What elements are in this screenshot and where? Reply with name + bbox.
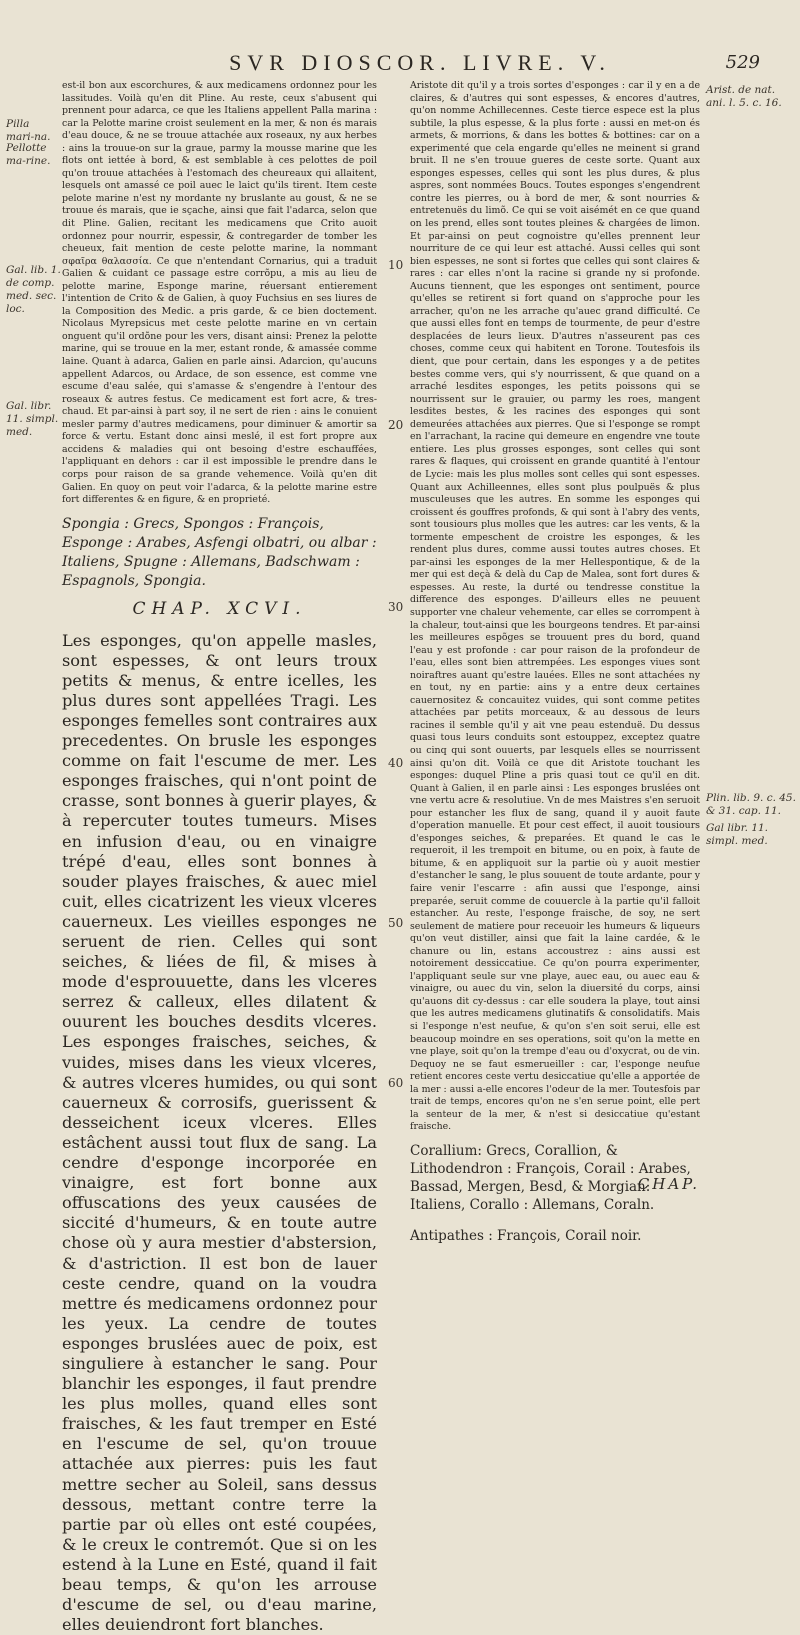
running-head: SVR DIOSCOR. LIVRE. V. (229, 50, 611, 75)
margin-note-pilla-marina: Pilla mari-na. (6, 118, 51, 143)
line-number-30: 30 (388, 600, 404, 614)
line-number-60: 60 (388, 1076, 404, 1090)
margin-note-galien-simpl: Gal libr. 11. simpl. med. (706, 822, 769, 847)
margin-note-pellotte-marine: Pellotte ma-rine. (6, 142, 51, 167)
chapter-heading: CHAP. XCVI. (132, 598, 307, 619)
line-number-40: 40 (388, 756, 404, 770)
left-commentary (62, 80, 377, 507)
left-column (62, 80, 377, 1635)
margin-note-galien-simpl-med: Gal. libr. 11. simpl. med. (6, 400, 59, 438)
margin-note-aristote: Arist. de nat. ani. l. 5. c. 16. (706, 84, 782, 109)
margin-note-pline: Plin. lib. 9. c. 45. & 31. cap. 11. (706, 792, 796, 817)
antipathes-synonyms: Antipathes : François, Corail noir. (410, 1228, 642, 1245)
right-commentary (410, 80, 700, 1134)
right-column (410, 80, 700, 1259)
line-number-20: 20 (388, 418, 404, 432)
chapter-main-text: Les esponges, qu'on appelle masles, sont espesses, & ont leurs troux petits & menus, & entre icelles, les plus dures sont appellées Tragi. Les esponges femelles sont contraires aux precedentes. On brusle les esponges comme on fait l'escume de mer. Les esponges fraisches, qui n'ont point de crasse, sont bonnes à guerir playes, & à repercuter toutes tumeurs. Mises en infusion d'eau, ou en vinaigre trépé d'eau, elles sont bonnes à souder playes fraisches, & auec miel cuit, elles cicatrizent les vieux vlceres cauerneux. Les vieilles esponges ne seruent de rien. Celles qui sont seiches, & liées de fil, & mises à mode d'esprouuette, dans les vlceres serrez & calleux, elles dilatent & ouurent les bouches desdits vlceres. Les esponges fraisches, seiches, & vuides, mises dans les vieux vlceres, & autres vlceres humides, ou qui sont cauerneux & corrosifs, guerissent & desseichent iceux vlceres. Elles estâchent aussi tout flux de sang. La cendre d'esponge incorporée en vinaigre, est fort bonne aux offuscations des yeux causées de siccité d'humeurs, & en toute autre chose où y aura mestier d'abstersion, & d'astriction. Il est bon de lauer ceste cendre, quand on la voudra mettre és medicamens ordonnez pour les yeux. La cendre de toutes esponges bruslées auec de poix, est singuliere à estancher le sang. Pour blanchir les esponges, il faut prendre les plus molles, quand elles sont fraisches, & les faut tremper en Esté en l'escume de sel, qu'on trouue attachée aux pierres: puis les faut mettre secher au Soleil, sans dessus dessous, mettant contre terre la partie par où elles ont esté coupées, & le creux le contremót. Que si on les estend à la Lune en Esté, quand il fait beau temps, & qu'on les arrouse d'escume de sel, ou d'eau marine, elles deuiendront fort blanches. (62, 630, 377, 1635)
margin-note-galien-comp-med: Gal. lib. 1. de comp. med. sec. loc. (6, 264, 61, 315)
page-number: 529 (725, 52, 760, 73)
coral-synonyms: Corallium: Grecs, Corallion, & Lithodendron : François, Corail : Arabes, Bassad, Mergen, Besd, & Morgian: Italiens, Corallo : Allemans, Coraln. (410, 1142, 691, 1213)
line-number-10: 10 (388, 258, 404, 272)
left-commentary-paragraph: est-il bon aux escorchures, & aux medicamens ordonnez pour les lassitudes. Voilà qu'en dit Pline. Au reste, ceux s'abusent qui prennent pour adarca, ce que les Italiens appellent Palla marina : car la Pelotte marine croist seulement en la mer, & non és marais d'eau douce, & ne se trouue attachée aux roseaux, ny aux herbes : ains la trouue-on sur la graue, parmy la mousse marine que les flots ont iettée à bord, & est semblable à ces pelottes de poil qu'on trouue attachées à l'estomach des cheureaux qui allaitent, lesquels ont amassé ce poil auec le laict qu'ils tirent. Item ceste pelote marine n'est ny mordante ny bruslante au goust, & ne se trouue és marais, que ie sçache, ainsi que fait l'adarca, selon que dit Pline. Galien, recitant les medicamens que Crito auoit ordonnez pour nourrir, espessir, & contregarder de tomber les cheueux, fait mention de ceste pelotte marine, la nommant σφαῖρα θαλασσία. Ce que n'entendant Cornarius, qui a traduit Galien & cuidant ce passage estre corrõpu, a mis au lieu de pelotte marine, Esponge marine, réuersant entierement l'intention de Crito & de Galien, à quoy Fuchsius en ses liures de la Composition des Medic. a pris garde, & ce bien doctement. Nicolaus Myrepsicus met ceste pelotte marine en vn certain onguent qu'il ordõne pour les vers, disant ainsi: Prenez la pelotte marine, qui se trouue en la mer, estant ronde, & amassée comme laine. Quant à adarca, Galien en parle ainsi. Adarcion, qu'aucuns appellent Adarcos, ou Ardace, de son essence, est comme vne escume d'eau salée, qui s'amasse & s'engendre à l'entour des roseaux & autres festus. Ce medicament est fort acre, & tres-chaud. Et par-ainsi à part soy, il ne sert de rien : ains le conuient mesler parmy d'autres medicamens, pour diminuer & amortir sa force & vertu. Estant donc ainsi meslé, il est fort propre aux accidens & maladies qui ont besoing d'estre eschauffées, l'appliquant en dehors : car il est impossible le prendre dans le corps pour raison de sa grande vehemence. Voilà qu'en dit Galien. En quoy on peut voir l'adarca, & la pelotte marine estre fort differentes & en figure, & en proprieté. (62, 80, 377, 506)
right-commentary-paragraph: Aristote dit qu'il y a trois sortes d'esponges : car il y en a de claires, & d'autres qui sont espesses, & encores d'autres, qu'on nomme Achillecennes. Ceste tierce espece est la plus subtile, la plus espesse, & la plus forte : aussi en met-on és armets, & morrions, & dans les bottes & bottines: car on a experimenté que cela engarde qu'elles ne meinent si grand bruit. Il ne s'en trouue gueres de ceste sorte. Quant aux esponges espesses, celles qui sont les plus dures, & plus aspres, sont nommées Boucs. Toutes esponges s'engendrent contre les pierres, ou à bord de mer, & sont nourries & entretenuës du limõ. Ce qui se voit aisémét en ce que quand on les prend, elles sont toutes pleines & chargées de limon. Et par-ainsi on peut cognoistre qu'elles prennent leur nourriture de ce qui leur est attaché. Aussi celles qui sont bien espesses, ne sont si fortes que celles qui sont claires & rares : car elles n'ont la racine si grande ny si profonde. Aucuns tiennent, que les esponges ont sentiment, pource qu'elles se retirent si fort quand on s'approche pour les arracher, qu'on ne les arrache qu'auec grand difficulté. Ce que aussi elles font en temps de tourmente, de peur d'estre desplacées de leurs lieux. D'autres n'asseurent pas ces choses, comme ceux qui habitent en Torone. Toutesfois ils dient, que pour certain, dans les esponges y a de petites bestes comme vers, qui s'y nourrissent, & que quand on a arraché lesdites esponges, les petits poissons qui se nourrissent sur le grauier, ou parmy les roes, mangent lesdites bestes, & les racines des esponges qui sont demeurées attachées aux pierres. Que si l'esponge se rompt en l'arrachant, la racine qui demeure en engendre vne toute entiere. Les plus grosses esponges, sont celles qui sont rares & flaques, qui croissent en grande quantité à l'entour de Lycie: mais les plus molles sont celles qui sont espesses. Quant aux Achilleennes, elles sont plus poulpuës & plus musculeuses que les autres. En somme les esponges qui croissent és gouffres profonds, & qui sont à l'abry des vents, sont tousiours plus molles que les autres: car les vents, & la tormente empeschent de croistre les esponges, & les rendent plus dures, comme aussi toutes autres choses. Et par-ainsi les esponges de la mer Hellespontique, & de la mer qui est deçà & delà du Cap de Malea, sont fort dures & espesses. Au reste, la durté ou tendresse constitue la difference des esponges. D'ailleurs elles ne peuuent supporter vne chaleur vehemente, car elles se corrompent à la chaleur, tout-ainsi que les bourgeons tendres. Et par-ainsi les meilleures espõges se trouuent pres du bord, quand l'eau y est profonde : car pour raison de la profondeur de l'eau, elles sont bien attrempées. Les esponges viues sont noiraftres auant qu'estre lauées. Elles ne sont attachées ny en tout, ny en partie: ains y a entre deux certaines cauernositez & concauitez vuides, qui sont comme petites attachées par petits morceaux, & au dessous de leurs racines il semble qu'il y ait vne peau estenduë. Du dessus quasi tous leurs conduits sont estouppez, exceptez quatre ou cinq qui sont ouuerts, par lesquels elles se nourrissent ainsi qu'on dit. Voilà ce que dit Aristote touchant les esponges: duquel Pline a pris quasi tout ce qu'il en dit. Quant à Galien, il en parle ainsi : Les esponges bruslées ont vne vertu acre & resolutiue. Vn de mes Maistres s'en seruoit pour estancher les flux de sang, quand il y auoit faute d'operation manuelle. Et pour cest effect, il auoit tousiours d'esponges seiches, & preparées. Et quand le cas le requeroit, il les trempoit en bitume, ou en poix, à faute de bitume, & en appliquoit sur la partie où y auoit mestier d'estancher le sang, le plus souuent de toute ardante, pour y faire venir l'escarre : afin aussi que l'esponge, ainsi preparée, seruit comme de couuercle à la partie qu'il falloit estancher. Au reste, l'esponge fraische, de soy, ne sert seulement de matiere pour receuoir les humeurs & liqueurs qu'on veut distiller, ainsi que fait la laine cardée, & le chanure ou lin, estans accoustrez : ains aussi est notoirement dessiccatiue. Ce qu'on pourra experimenter, l'appliquant seule sur vne playe, auec eau, ou auec eau & vinaigre, ou auec du vin, selon la diuersité du corps, ainsi qu'auons dit cy-dessus : car elle soudera la playe, tout ainsi que les autres medicamens glutinatifs & consolidatifs. Mais si l'esponge n'est neufue, & qu'on s'en soit serui, elle est beaucoup moindre en ses operations, soit qu'on la mette en vne playe, soit qu'on la trempe d'eau ou d'oxycrat, ou de vin. Dequoy ne se faut esmerueiller : car, l'esponge neufue retient encores ceste vertu desiccatiue qu'elle a apportée de la mer : aussi a-elle encores l'odeur de la mer. Toutesfois par trait de temps, encores qu'on ne s'en serue point, elle pert la senteur de la mer, & n'est si desiccatiue qu'estant fraische. (410, 80, 700, 1133)
catchword: CHAP. (637, 1175, 700, 1193)
sponge-synonyms: Spongia : Grecs, Spongos : François, Esponge : Arabes, Asfengi olbatri, ou albar : Italiens, Spugne : Allemans, Badschwam : Espagnols, Spongia. (62, 515, 377, 589)
line-number-50: 50 (388, 916, 404, 930)
